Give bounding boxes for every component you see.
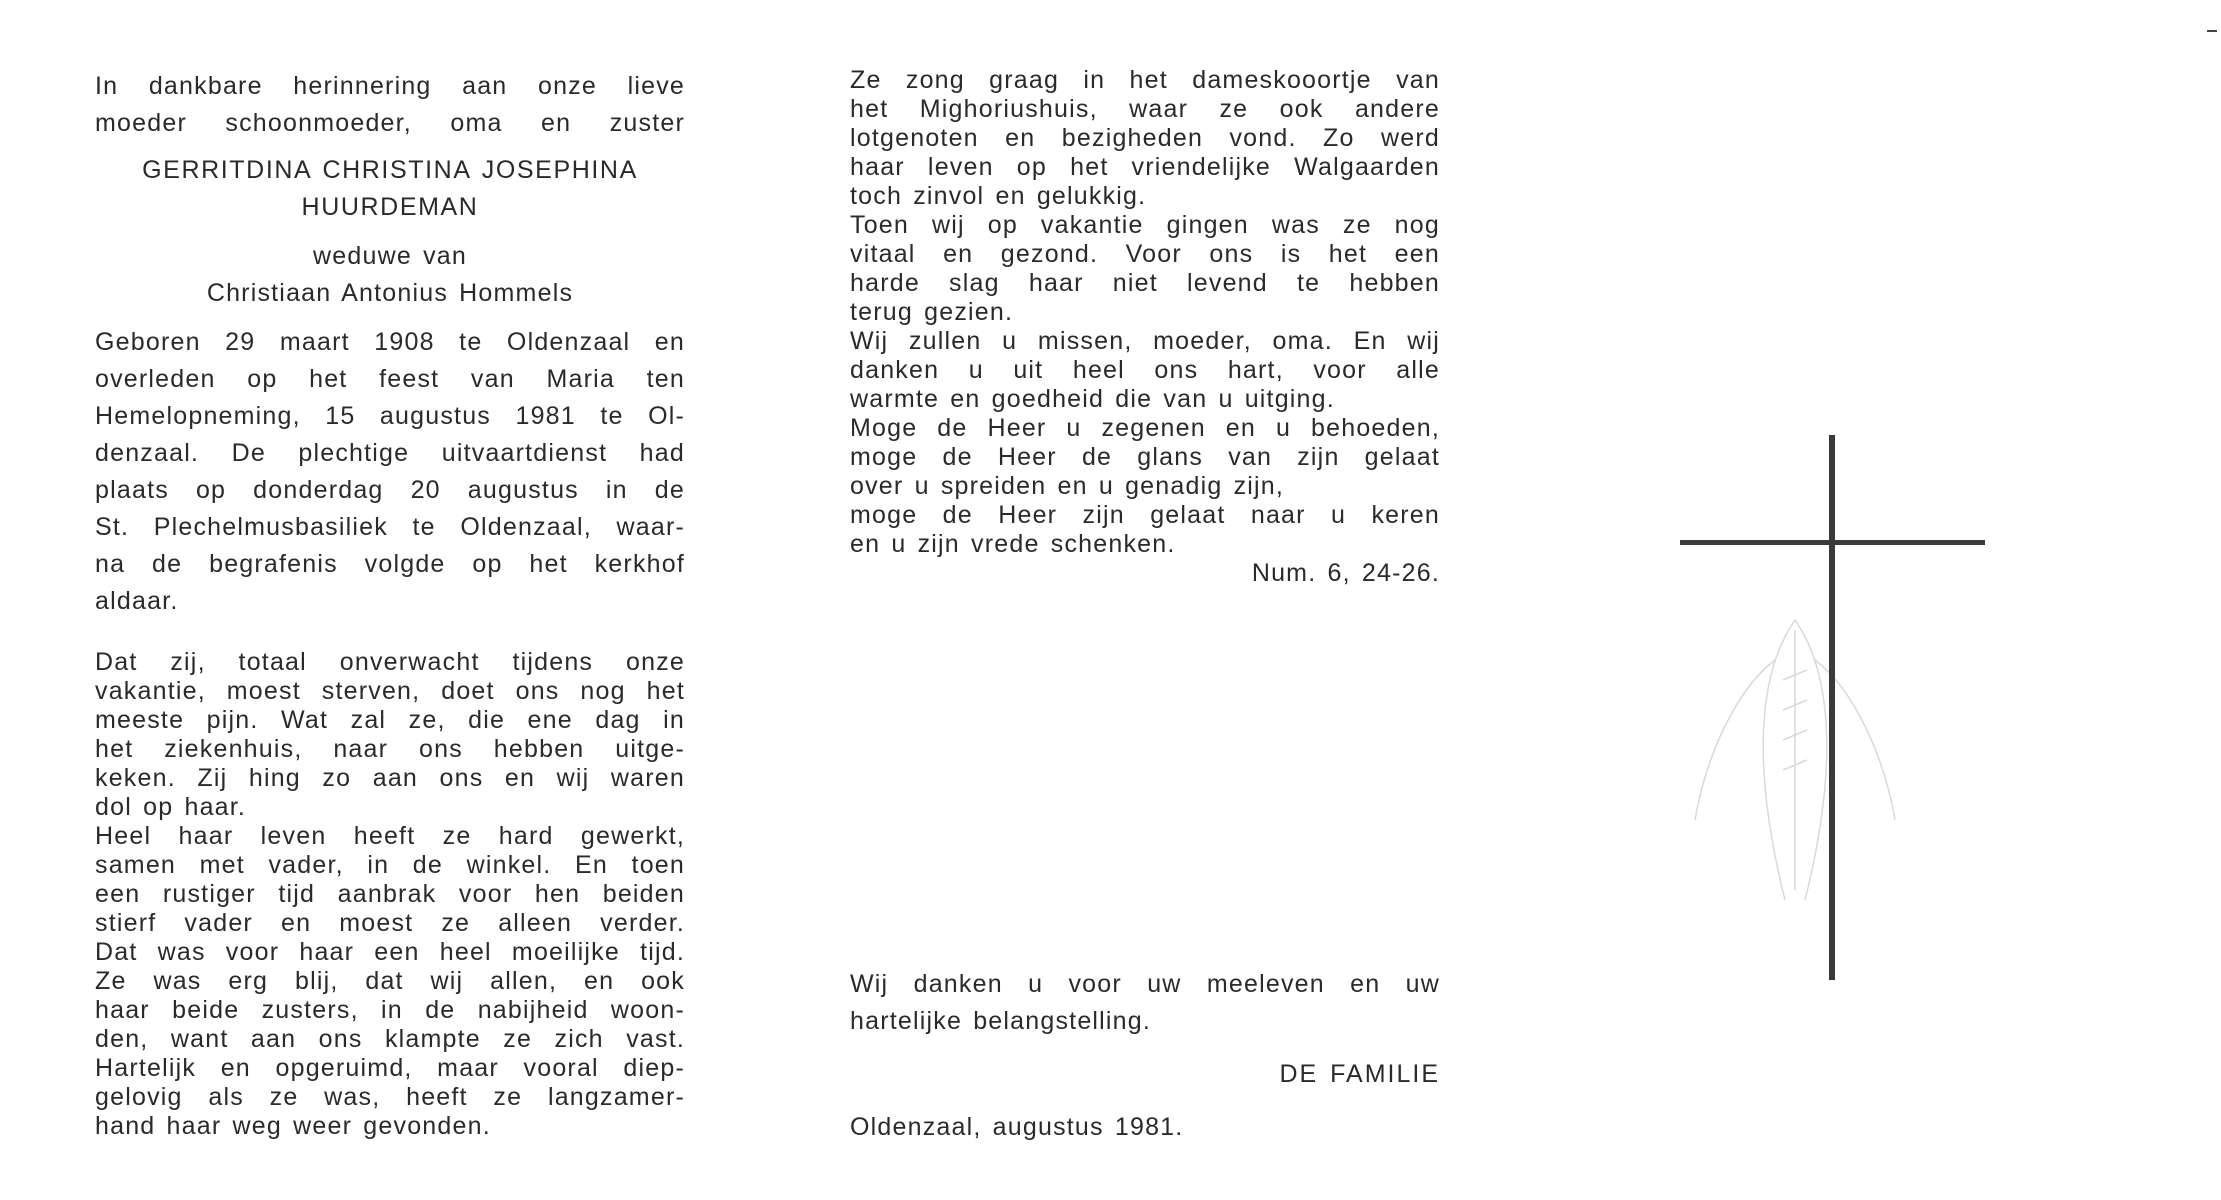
paragraph-line: Dat was voor haar een heel moeilijke tijd. [95,938,685,966]
paragraph-line: het ziekenhuis, naar ons hebben uitge- [95,735,685,763]
paragraph-line: den, want aan ons klampte ze zich vast. [95,1025,685,1053]
spouse-name: Christiaan Antonius Hommels [206,279,574,307]
paragraph-line: Dat zij, totaal onverwacht tijdens onze [95,648,685,676]
intro-line: In dankbare herinnering aan onze lieve [95,72,685,100]
paragraph-line: stierf vader en moest ze alleen verder. [95,909,685,937]
paragraph-line: toch zinvol en gelukkig. [850,182,1147,210]
paragraph-line: Toen wij op vakantie gingen was ze nog [850,211,1440,239]
paragraph-line: samen met vader, in de winkel. En toen [95,851,685,879]
paragraph-line: haar beide zusters, in de nabijheid woon- [95,996,685,1024]
paragraph-line: meeste pijn. Wat zal ze, die ene dag in [95,706,685,734]
paragraph-line: hand haar weg weer gevonden. [95,1112,491,1140]
paragraph-line: Hemelopneming, 15 augustus 1981 te Ol- [95,402,685,430]
thanks-paragraph [850,966,1440,1040]
paragraph-line: dol op haar. [95,793,247,821]
middle-column [850,66,1440,1146]
intro-text [95,68,685,142]
paragraph-line: terug gezien. [850,298,1014,326]
paragraph-line: haar leven op het vriendelijke Walgaarden [850,153,1440,181]
paragraph-line: lotgenoten en bezigheden vond. Zo werd [850,124,1440,152]
paragraph-line: het Mighoriushuis, waar ze ook andere [850,95,1440,123]
birth-death-paragraph [95,324,685,620]
paragraph-line: moge de Heer de glans van zijn gelaat [850,443,1440,471]
story-paragraph [95,648,685,1141]
paragraph-line: gelovig als ze was, heeft ze langzamer- [95,1083,685,1111]
paragraph-line: denzaal. De plechtige uitvaartdienst had [95,439,685,467]
paragraph-line: Moge de Heer u zegenen en u behoeden, [850,414,1440,442]
deceased-name-line2: HUURDEMAN [301,193,479,221]
paragraph-line: keken. Zij hing zo aan ons en wij waren [95,764,685,792]
paragraph-line: Ze zong graag in het dameskooortje van [850,66,1440,94]
paragraph-line: plaats op donderdag 20 augustus in de [95,476,685,504]
family-signature: DE FAMILIE [1279,1060,1440,1088]
miss-paragraph [850,327,1440,414]
paragraph-line: Wij zullen u missen, moeder, oma. En wij [850,327,1440,355]
paragraph-line: overleden op het feest van Maria ten [95,365,685,393]
paragraph-line: danken u uit heel ons hart, voor alle [850,356,1440,384]
paragraph-line: hartelijke belangstelling. [850,1007,1152,1035]
paragraph-line: na de begrafenis volgde op het kerkhof [95,550,685,578]
deceased-name-line1: GERRITDINA CHRISTINA JOSEPHINA [142,156,638,184]
cross-horizontal-beam [1680,540,1985,545]
scripture-reference: Num. 6, 24-26. [1251,559,1440,587]
vacation-paragraph [850,211,1440,327]
paragraph-line: St. Plechelmusbasiliek te Oldenzaal, waar- [95,513,685,541]
blessing-paragraph [850,414,1440,559]
paragraph-line: een rustiger tijd aanbrak voor hen beiden [95,880,685,908]
latin-cross-icon [1680,435,1985,980]
paragraph-line: Geboren 29 maart 1908 te Oldenzaal en [95,328,685,356]
widow-block [95,238,685,312]
left-column [95,68,685,1141]
paragraph-line: harde slag haar niet levend te hebben [850,269,1440,297]
paragraph-line: warmte en goedheid die van u uitging. [850,385,1335,413]
place-date: Oldenzaal, augustus 1981. [850,1113,1184,1141]
paragraph-line: vitaal en gezond. Voor ons is het een [850,240,1440,268]
paragraph-line: moge de Heer zijn gelaat naar u keren [850,501,1440,529]
widow-of-label: weduwe van [313,242,467,270]
cross-vertical-beam [1829,435,1835,980]
paragraph-line: vakantie, moest sterven, doet ons nog het [95,677,685,705]
edge-mark [2207,30,2217,32]
paragraph-line: aldaar. [95,587,179,615]
paragraph-line: Ze was erg blij, dat wij allen, en ook [95,967,685,995]
paragraph-line: over u spreiden en u genadig zijn, [850,472,1285,500]
paragraph-line: en u zijn vrede schenken. [850,530,1176,558]
paragraph-line: Hartelijk en opgeruimd, maar vooral diep- [95,1054,685,1082]
paragraph-line: Wij danken u voor uw meeleven en uw [850,970,1440,998]
intro-line: moeder schoonmoeder, oma en zuster [95,109,685,137]
paragraph-line: Heel haar leven heeft ze hard gewerkt, [95,822,685,850]
choir-paragraph [850,66,1440,211]
deceased-name [95,152,685,226]
